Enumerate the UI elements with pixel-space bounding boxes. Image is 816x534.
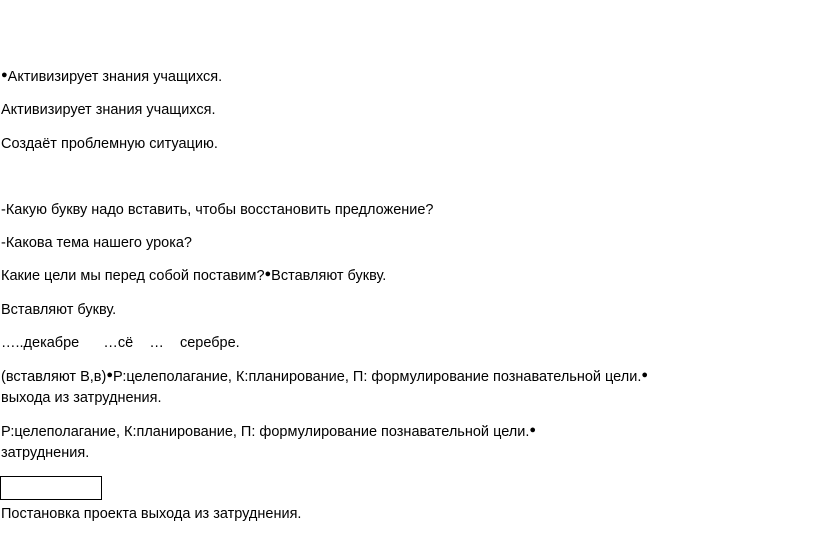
- bullet-icon: ●: [264, 268, 272, 280]
- bullet-icon: ●: [1, 69, 8, 81]
- uud-line-2: Р:целеполагание, К:планирование, П: формулирование познавательной цели.●: [1, 424, 537, 440]
- uud-line-1: (вставляют В,в)●Р:целеполагание, К:планирование, П: формулирование познавательной цели.●: [1, 369, 649, 385]
- text-line-3: Создаёт проблемную ситуацию.: [1, 136, 218, 152]
- bullet-icon: ●: [106, 369, 113, 381]
- text-line-insert-letter: Вставляют букву.: [1, 302, 117, 318]
- text-line-exit: выхода из затруднения.: [1, 390, 162, 406]
- question-line-1: -Какую букву надо вставить, чтобы восстановить предложение?: [1, 202, 434, 218]
- example-sentence: …..декабре …сё … серебре.: [1, 335, 240, 351]
- text-line-2: Активизирует знания учащихся.: [1, 102, 216, 118]
- text-line-1: ●Активизирует знания учащихся.: [1, 69, 223, 85]
- goals-line: Какие цели мы перед собой поставим?●Вставляют букву.: [1, 268, 387, 284]
- question-line-2: -Какова тема нашего урока?: [1, 235, 192, 251]
- empty-frame: [0, 476, 102, 500]
- bullet-icon: ●: [641, 369, 649, 381]
- text-line-project: Постановка проекта выхода из затруднения.: [1, 506, 302, 522]
- text-line-difficulty: затруднения.: [1, 445, 90, 461]
- bullet-icon: ●: [529, 424, 537, 436]
